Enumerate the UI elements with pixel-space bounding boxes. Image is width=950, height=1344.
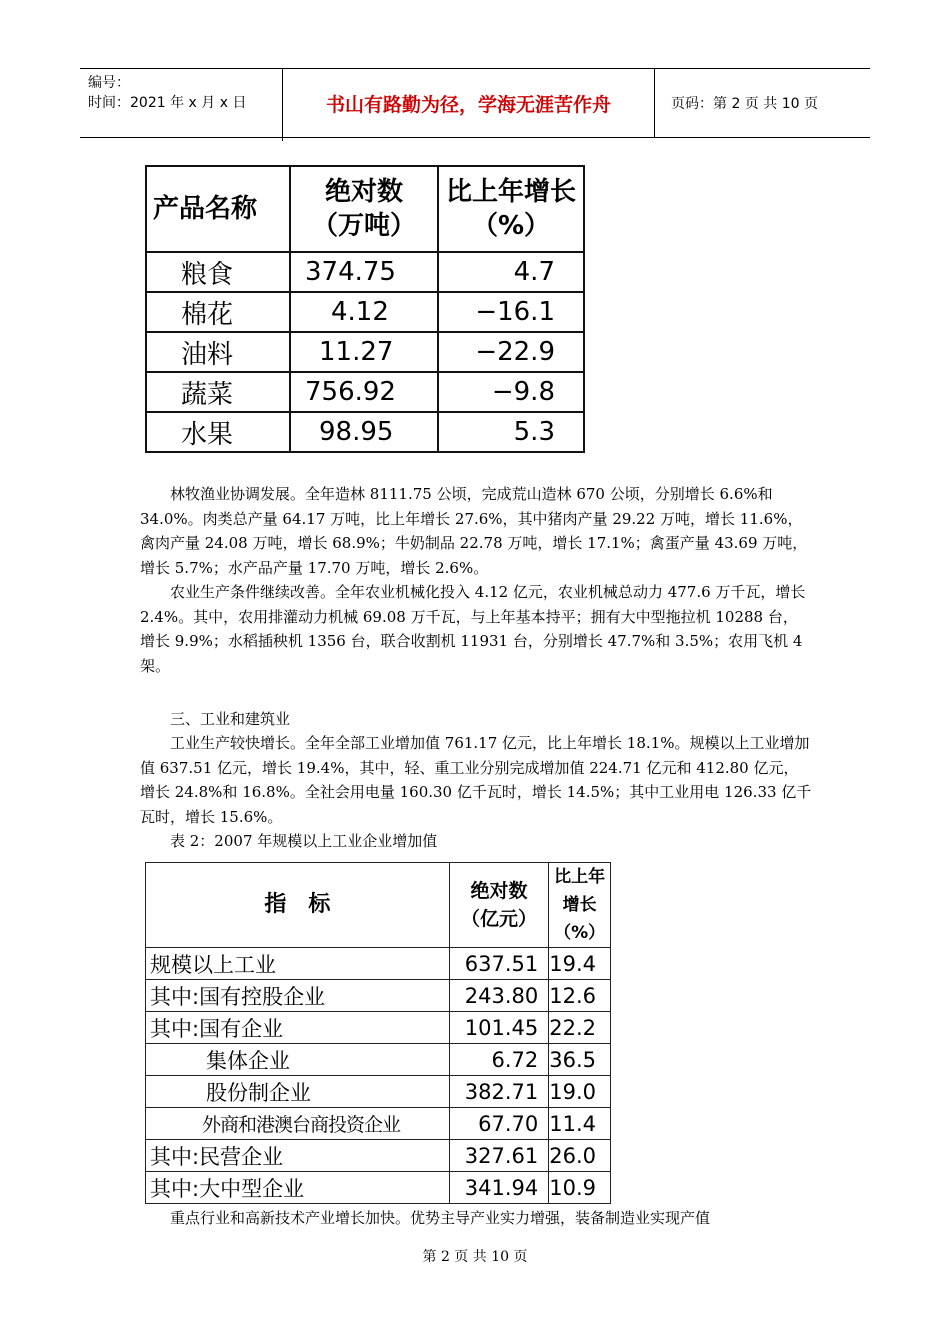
table-row xyxy=(146,252,584,292)
cell-absolute: 756.92 xyxy=(290,372,438,412)
cell-name: 棉花 xyxy=(146,292,290,332)
cell-absolute: 243.80 xyxy=(449,980,549,1012)
table-row xyxy=(146,1140,611,1172)
paragraph-industry xyxy=(140,731,812,829)
section-title: 三、工业和建筑业 xyxy=(170,710,291,728)
table-row xyxy=(146,292,584,332)
cell-name: 外商和港澳台商投资企业 xyxy=(146,1108,450,1140)
paragraph-key-industries xyxy=(140,1206,812,1231)
paragraph-forestry xyxy=(140,482,812,580)
cell-name: 粮食 xyxy=(146,252,290,292)
cell-absolute: 11.27 xyxy=(290,332,438,372)
cell-growth: 26.0 xyxy=(549,1140,611,1172)
cell-absolute: 101.45 xyxy=(449,1012,549,1044)
doc-code: 编号： xyxy=(88,75,130,91)
cell-name: 规模以上工业 xyxy=(146,948,450,980)
cell-name: 油料 xyxy=(146,332,290,372)
cell-growth: 12.6 xyxy=(549,980,611,1012)
cell-growth: −22.9 xyxy=(438,332,584,372)
cell-name: 其中:国有控股企业 xyxy=(146,980,450,1012)
cell-absolute: 341.94 xyxy=(449,1172,549,1204)
col-header-absolute: 绝对数 （亿元） xyxy=(449,863,549,948)
table-row xyxy=(146,1172,611,1204)
cell-absolute: 4.12 xyxy=(290,292,438,332)
table-row xyxy=(146,1076,611,1108)
cell-growth: 36.5 xyxy=(549,1044,611,1076)
table-agri-products xyxy=(145,165,585,453)
header-meta xyxy=(80,69,283,141)
table-industry-value-added xyxy=(145,862,611,1204)
cell-name: 股份制企业 xyxy=(146,1076,450,1108)
table-row xyxy=(146,372,584,412)
col-header-growth: 比上年增长 （%） xyxy=(549,863,611,948)
paragraph-agri-conditions xyxy=(140,580,812,678)
table-row xyxy=(146,980,611,1012)
cell-absolute: 637.51 xyxy=(449,948,549,980)
table2-caption xyxy=(140,829,812,854)
page-header xyxy=(80,68,870,138)
cell-growth: 11.4 xyxy=(549,1108,611,1140)
table-row xyxy=(146,1012,611,1044)
table-header-row xyxy=(146,863,611,948)
table-row xyxy=(146,412,584,452)
cell-name: 蔬菜 xyxy=(146,372,290,412)
cell-absolute: 327.61 xyxy=(449,1140,549,1172)
section-heading-industry xyxy=(140,707,812,732)
cell-growth: 10.9 xyxy=(549,1172,611,1204)
cell-growth: 5.3 xyxy=(438,412,584,452)
header-motto: 书山有路勤为径，学海无涯苦作舟 xyxy=(283,69,655,137)
page-footer: 第 2 页 共 10 页 xyxy=(422,1249,528,1265)
cell-growth: 22.2 xyxy=(549,1012,611,1044)
col-header-growth: 比上年增长 （%） xyxy=(438,166,584,252)
cell-growth: −9.8 xyxy=(438,372,584,412)
col-header-absolute: 绝对数 （万吨） xyxy=(290,166,438,252)
cell-name: 其中:民营企业 xyxy=(146,1140,450,1172)
cell-growth: −16.1 xyxy=(438,292,584,332)
table-row xyxy=(146,948,611,980)
header-page-info: 页码：第 2 页 共 10 页 xyxy=(671,96,818,112)
paragraph-text: 工业生产较快增长。全年全部工业增加值 761.17 亿元，比上年增长 18.1%。规模以上工业增加值 637.51 亿元，增长 19.4%，其中，轻、重工业分别完成增加值 224.71 亿元和 412.80 亿元，增长 24.8%和 16.8%。全社会用电量 160.30 亿千瓦时，增长 14.5%；其中工业用电 126.33 亿千瓦时，增长 15.6%。 xyxy=(140,734,812,826)
cell-absolute: 67.70 xyxy=(449,1108,549,1140)
cell-name: 其中:国有企业 xyxy=(146,1012,450,1044)
col-header-indicator: 指 标 xyxy=(146,863,450,948)
cell-growth: 19.0 xyxy=(549,1076,611,1108)
table-row xyxy=(146,332,584,372)
cell-absolute: 382.71 xyxy=(449,1076,549,1108)
cell-name: 水果 xyxy=(146,412,290,452)
paragraph-text: 林牧渔业协调发展。全年造林 8111.75 公顷，完成荒山造林 670 公顷，分别增长 6.6%和 34.0%。肉类总产量 64.17 万吨，比上年增长 27.6%，其中猪肉产量 29.22 万吨，增长 11.6%，禽肉产量 24.08 万吨，增长 68.9%；牛奶制品 22.78 万吨，增长 17.1%；禽蛋产量 43.69 万吨，增长 5.7%；水产品产量 17.70 万吨，增长 2.6%。 xyxy=(140,485,808,577)
cell-absolute: 6.72 xyxy=(449,1044,549,1076)
cell-growth: 19.4 xyxy=(549,948,611,980)
cell-name: 其中:大中型企业 xyxy=(146,1172,450,1204)
cell-name: 集体企业 xyxy=(146,1044,450,1076)
doc-time: 时间：2021 年 x 月 x 日 xyxy=(88,95,247,111)
col-header-name: 产品名称 xyxy=(146,166,290,252)
caption-text: 表 2：2007 年规模以上工业企业增加值 xyxy=(170,832,438,850)
paragraph-text: 农业生产条件继续改善。全年农业机械化投入 4.12 亿元，农业机械总动力 477.6 万千瓦，增长 2.4%。其中，农用排灌动力机械 69.08 万千瓦，与上年基本持平；拥有大中型拖拉机 10288 台，增长 9.9%；水稻插秧机 1356 台，联合收割机 11931 台，分别增长 47.7%和 3.5%；农用飞机 4 架。 xyxy=(140,583,806,675)
table-row xyxy=(146,1044,611,1076)
cell-absolute: 98.95 xyxy=(290,412,438,452)
cell-growth: 4.7 xyxy=(438,252,584,292)
paragraph-text: 重点行业和高新技术产业增长加快。优势主导产业实力增强，装备制造业实现产值 xyxy=(170,1209,711,1227)
cell-absolute: 374.75 xyxy=(290,252,438,292)
table-row xyxy=(146,1108,611,1140)
table-header-row xyxy=(146,166,584,252)
